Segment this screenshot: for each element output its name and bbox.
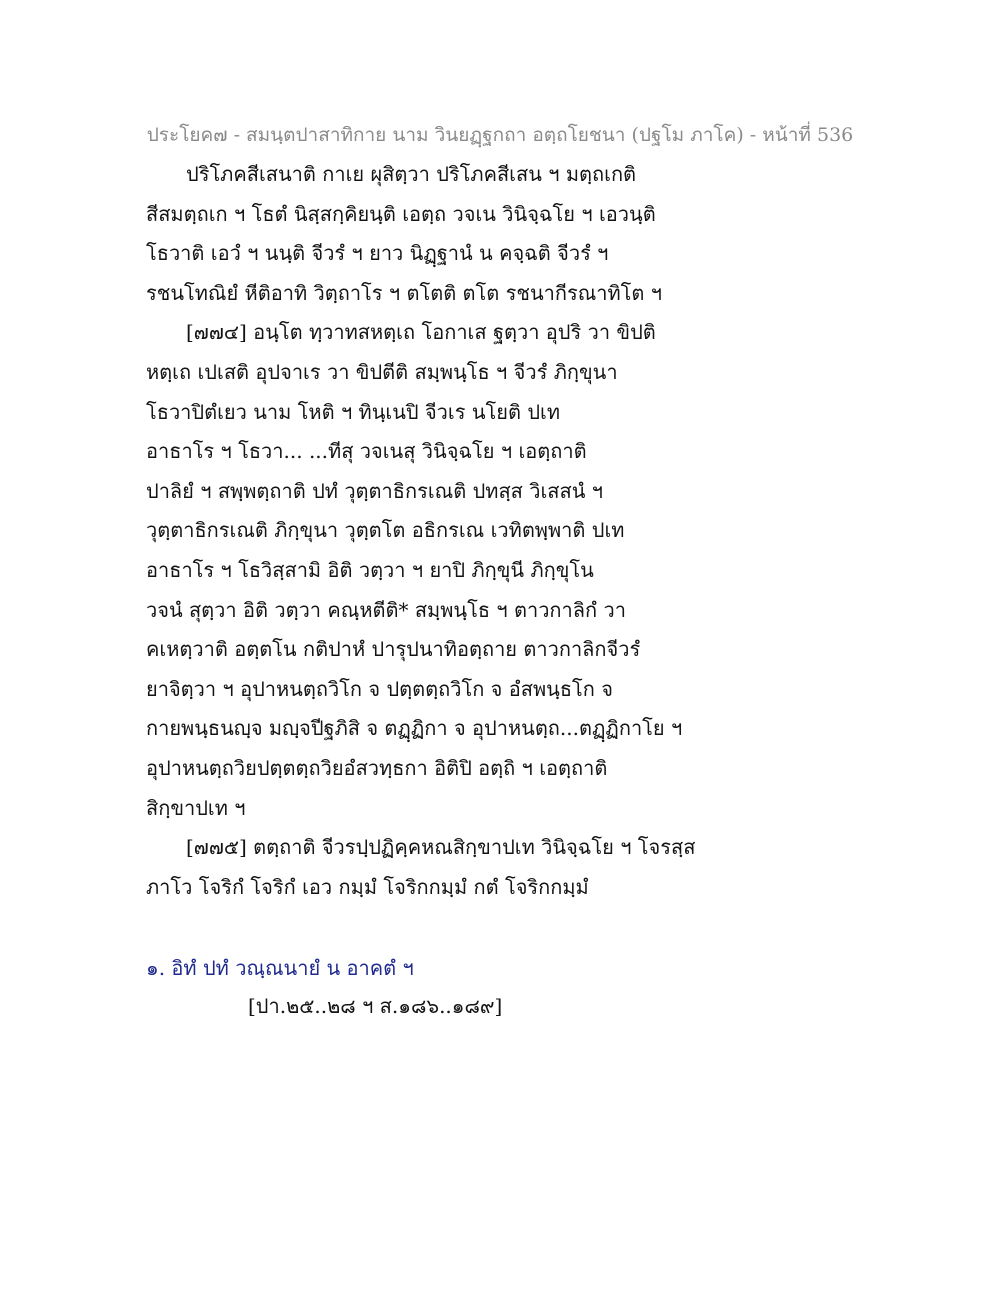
footnote: ๑. อิทํ ปทํ วณฺณนายํ น อาคตํ ฯ (146, 956, 414, 980)
text-line: วจนํ สุตฺวา อิติ วตฺวา คณฺหตีติ* สมฺพนฺโธ ฯ ตาวกาลิกํ วา (146, 597, 626, 622)
page-reference: [ปา.๒๕..๒๘ ฯ ส.๑๘๖..๑๘๙] (248, 994, 503, 1018)
text-line: หตฺเถ เปเสติ อุปจาเร วา ขิปตีติ สมฺพนฺโธ ฯ จีวรํ ภิกฺขุนา (146, 359, 618, 384)
text-line: โธวาติ เอวํ ฯ นนฺติ จีวรํ ฯ ยาว นิฏฺฐานํ น คจฺฉติ จีวรํ ฯ (146, 241, 609, 266)
text-line: กายพนฺธนญฺจ มญฺจปีฐภิสิ จ ตฏฺฏิกา จ อุปาหนตฺถ...ตฏฺฏิกาโย ฯ (146, 716, 683, 741)
text-line: ปริโภคสีเสนาติ กาเย ผุสิตฺวา ปริโภคสีเสน ฯ มตฺถเกติ (186, 162, 637, 186)
text-line: โธวาปิตํเยว นาม โหติ ฯ ทินฺเนปิ จีวเร นโยติ ปเท (146, 399, 561, 424)
text-line: ยาจิตฺวา ฯ อุปาหนตฺถวิโก จ ปตฺตตฺถวิโก จ อํสพนฺธโก จ (146, 676, 613, 701)
text-line: สีสมตฺถเก ฯ โธตํ นิสฺสกฺคิยนฺติ เอตฺถ วจเน วินิจฺฉโย ฯ เอวนฺติ (146, 201, 656, 226)
text-line: วุตฺตาธิกรเณติ ภิกฺขุนา วุตฺตโต อธิกรเณ เวทิตพฺพาติ ปเท (146, 518, 625, 543)
text-line: อาธาโร ฯ โธวิสฺสามิ อิติ วตฺวา ฯ ยาปิ ภิกฺขุนี ภิกฺขุโน (146, 557, 594, 582)
text-line: คเหตฺวาติ อตฺตโน กติปาหํ ปารุปนาทิอตฺถาย ตาวกาลิกจีวรํ (146, 637, 641, 662)
text-line: ภาโว โจริกํ โจริกํ เอว กมฺมํ โจริกกมฺมํ กตํ โจริกกมฺมํ (146, 874, 589, 899)
text-line: สิกฺขาปเท ฯ (146, 795, 246, 820)
text-line: อาธาโร ฯ โธวา... ...ทีสุ วจเนสุ วินิจฺฉโย ฯ เอตฺถาติ (146, 439, 587, 464)
text-line: อุปาหนตฺถวิยปตฺตตฺถวิยอํสวทฺธกา อิติปิ อตฺถิ ฯ เอตฺถาติ (146, 755, 608, 780)
text-line: รชนโทณิยํ หีติอาทิ วิตฺถาโร ฯ ตโตติ ตโต รชนากีรณาทิโต ฯ (146, 280, 662, 305)
text-line: ปาลิยํ ฯ สพฺพตฺถาติ ปทํ วุตฺตาธิกรเณติ ปทสฺส วิเสสนํ ฯ (146, 478, 603, 503)
page-header: ประโยค๗ - สมนฺตปาสาทิกาย นาม วินยฏฺฐกถา อตฺถโยชนา (ปฐโม ภาโค) - หน้าที่ 536 (146, 124, 854, 146)
paragraph-774-start: [๗๗๔] อนฺโต ทฺวาทสหตฺเถ โอกาเส ฐตฺวา อุปริ วา ขิปติ (186, 320, 656, 345)
paragraph-775-start: [๗๗๕] ตตฺถาติ จีวรปฺปฏิคฺคหณสิกฺขาปเท วินิจฺฉโย ฯ โจรสฺส (186, 835, 696, 860)
main-text (146, 160, 706, 912)
